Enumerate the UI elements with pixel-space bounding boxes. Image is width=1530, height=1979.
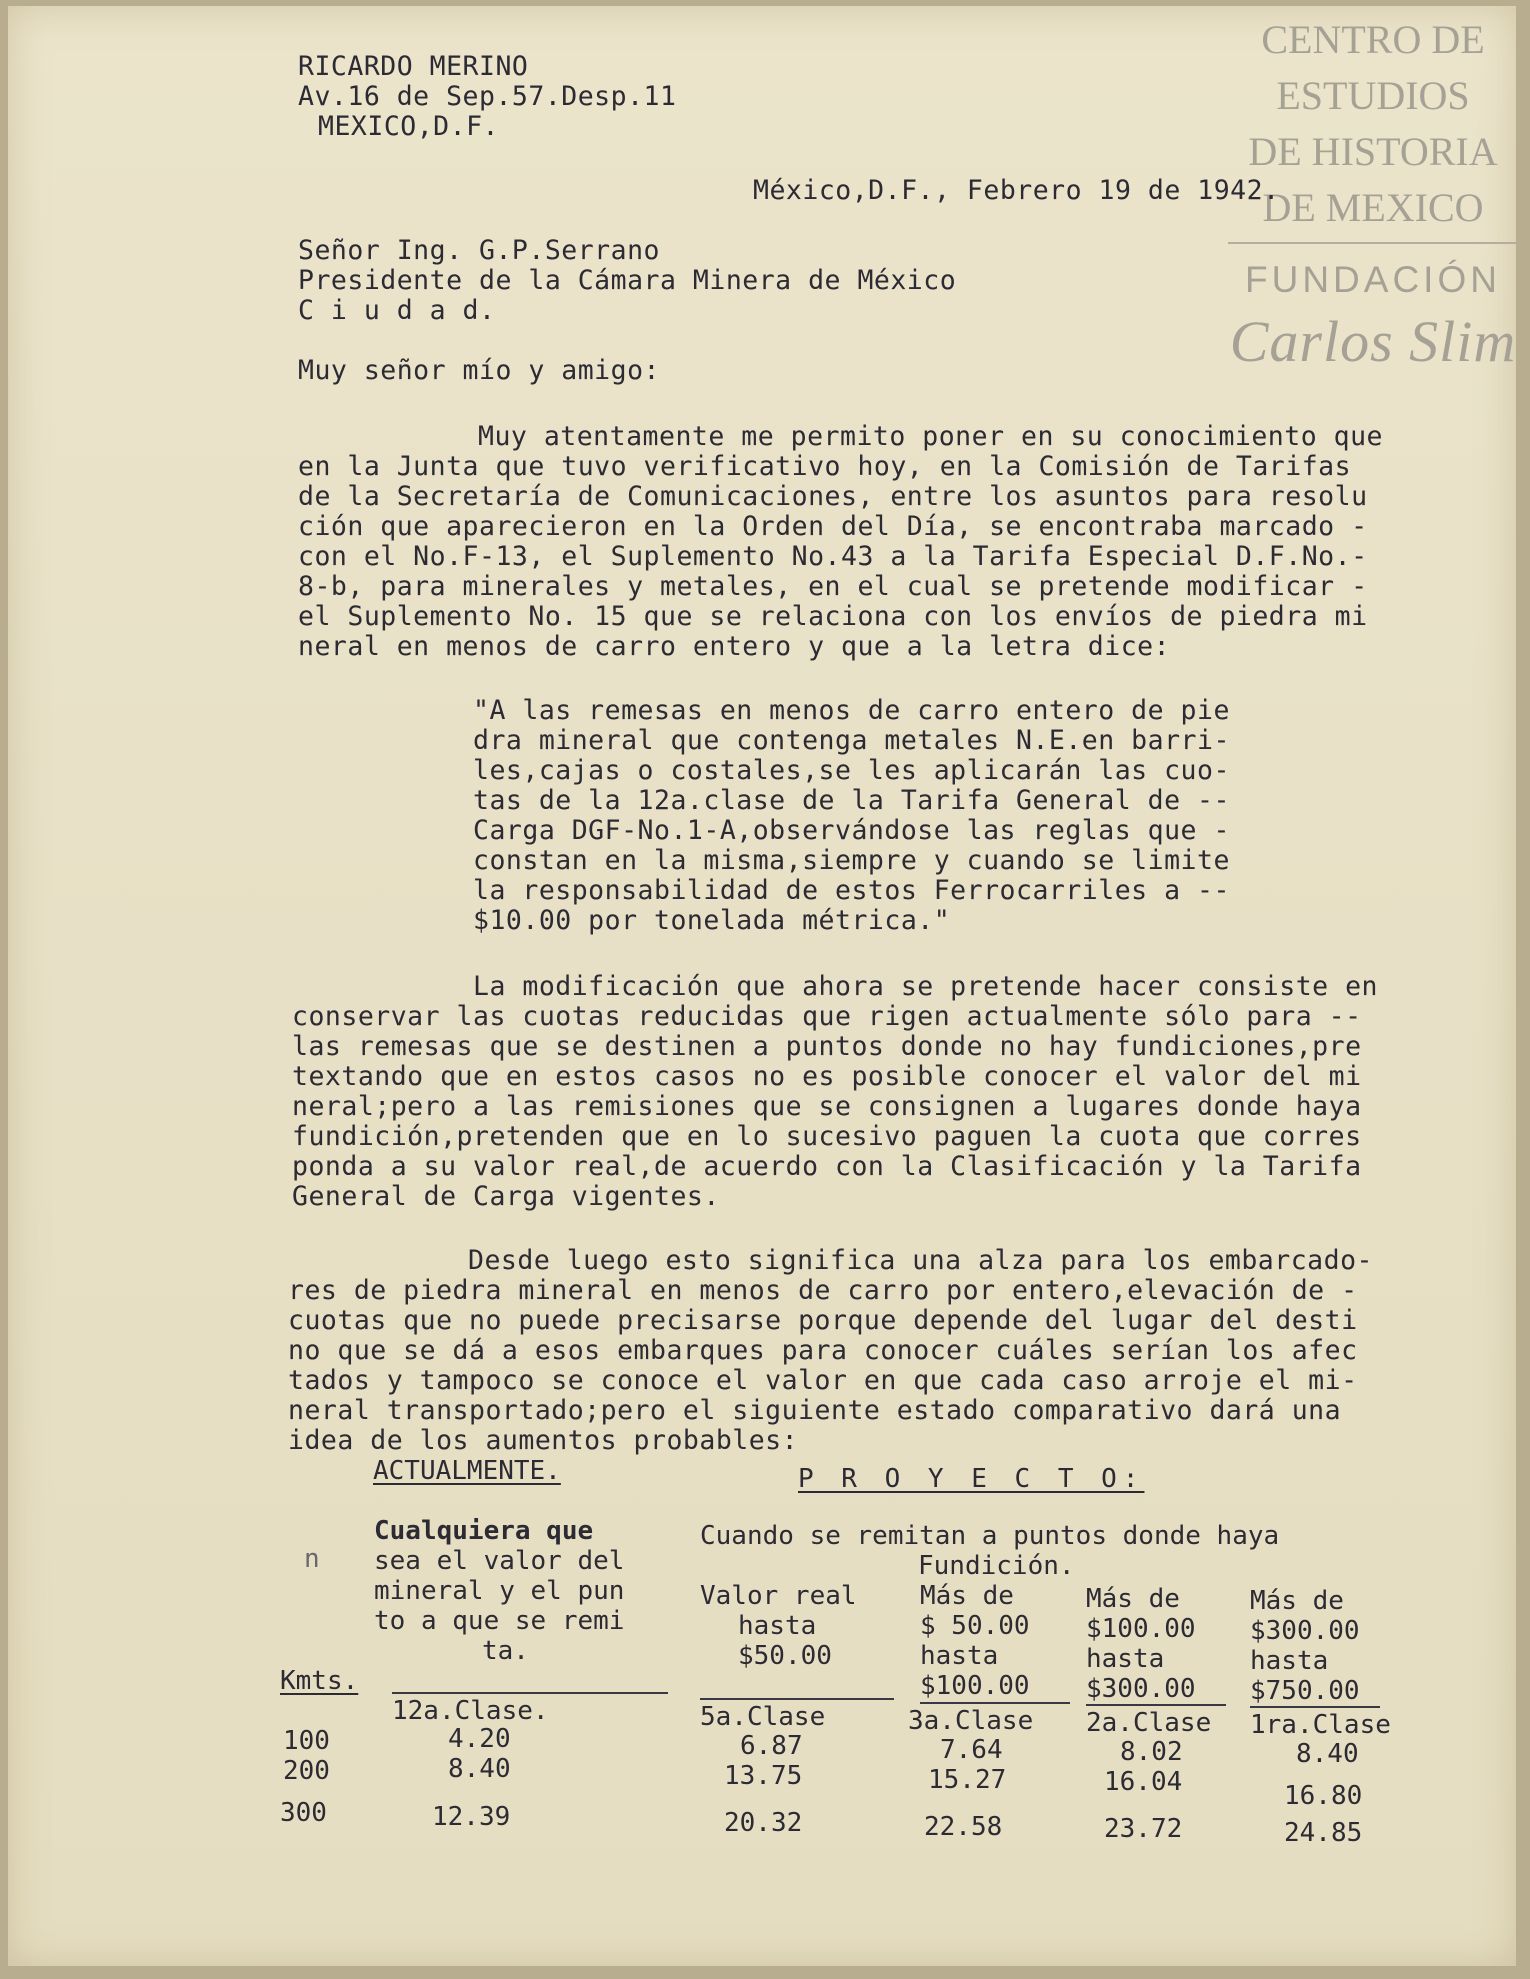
paragraph-2-line: fundición,pretenden que en lo sucesivo paguen la cuota que corres [292,1121,1362,1152]
paragraph-3-line: tados y tampoco se conoce el valor en que cada caso arroje el mi- [288,1365,1358,1396]
margin-mark: n [304,1544,320,1574]
class-label-1ra: 1ra.Clase [1250,1710,1391,1740]
paragraph-2-line: textando que en estos casos no es posible conocer el valor del mi [292,1061,1362,1092]
actual-desc-line: to a que se remi [374,1606,625,1636]
letter-date: México,D.F., Febrero 19 de 1942. [753,175,1280,206]
table-cell-value: 12.39 [432,1802,511,1832]
paragraph-3-line: neral transportado;pero el siguiente estado comparativo dará una [288,1395,1342,1426]
quote-line: "A las remesas en menos de carro entero de pie [473,695,1230,726]
table-cell-value: 6.87 [740,1731,803,1761]
quote-line: dra mineral que contenga metales N.E.en barri- [473,725,1230,756]
proyecto-desc-line: Cuando se remitan a puntos donde haya [700,1521,1280,1551]
kmts-label: Kmts. [280,1666,359,1696]
table-cell-value: 13.75 [724,1761,803,1791]
mas100-line: $100.00 [1086,1614,1196,1644]
quote-line: la responsabilidad de estos Ferrocarriles a -- [473,875,1230,906]
paragraph-1-line: 8-b, para minerales y metales, en el cual se pretende modificar - [298,571,1368,602]
table-cell-value: 8.40 [448,1754,511,1784]
table-cell-value: 24.85 [1284,1818,1363,1848]
paragraph-2-line: ponda a su valor real,de acuerdo con la Clasificación y la Tarifa [292,1151,1362,1182]
column-rule [920,1702,1070,1704]
header-actualmente: ACTUALMENTE. [373,1456,561,1486]
class-label-12a: 12a.Clase. [392,1696,549,1726]
letter-page [8,6,1516,1966]
table-cell-value: 7.64 [940,1735,1003,1765]
paragraph-3-line: cuotas que no puede precisarse porque depende del lugar del desti [288,1305,1358,1336]
class-label-3a: 3a.Clase [908,1706,1034,1736]
table-cell-value: 8.40 [1296,1739,1359,1769]
paragraph-2-line: neral;pero a las remisiones que se consignen a lugares donde haya [292,1091,1362,1122]
mas300-line: $750.00 [1250,1676,1360,1706]
paragraph-3-line: no que se dá a esos embarques para conocer cuáles serían los afec [288,1335,1358,1366]
mas50-line: $ 50.00 [920,1611,1030,1641]
table-row-km: 100 [283,1726,330,1756]
sender-address: Av.16 de Sep.57.Desp.11 [298,81,677,112]
sender-name: RICARDO MERINO [298,51,529,82]
stamp-fundacion: FUNDACIÓN [1245,259,1501,300]
table-cell-value: 8.02 [1120,1737,1183,1767]
mas50-line: hasta [920,1641,999,1671]
paragraph-1-line: ción que aparecieron en la Orden del Día, se encontraba marcado - [298,511,1368,542]
mas300-line: hasta [1250,1646,1329,1676]
recipient-line-1: Señor Ing. G.P.Serrano [298,235,660,266]
table-row-km: 200 [283,1756,330,1786]
valor-real-line: Valor real [700,1581,857,1611]
stamp-line-3: DE HISTORIA [1248,129,1498,174]
column-rule [700,1698,894,1700]
paragraph-3-line: Desde luego esto significa una alza para los embarcado- [468,1245,1373,1276]
header-proyecto: P R O Y E C T O: [798,1464,1145,1494]
table-cell-value: 4.20 [448,1724,511,1754]
recipient-line-2: Presidente de la Cámara Minera de México [298,265,957,296]
actual-desc-line: Cualquiera que [374,1516,594,1546]
mas100-line: $300.00 [1086,1674,1196,1704]
mas300-line: Más de [1250,1586,1344,1616]
paragraph-1-line: en la Junta que tuvo verificativo hoy, en la Comisión de Tarifas [298,451,1352,482]
table-cell-value: 16.04 [1104,1767,1183,1797]
quote-line: les,cajas o costales,se les aplicarán las cuo- [473,755,1230,786]
mas50-line: Más de [920,1581,1014,1611]
paragraph-2-line: conservar las cuotas reducidas que rigen actualmente sólo para -- [292,1001,1362,1032]
quote-line: tas de la 12a.clase de la Tarifa General de -- [473,785,1230,816]
sender-city: MEXICO,D.F. [318,111,499,142]
stamp-line-4: DE MEXICO [1262,185,1484,230]
mas100-line: Más de [1086,1584,1180,1614]
class-label-5a: 5a.Clase [700,1702,826,1732]
stamp-line-2: ESTUDIOS [1276,73,1470,118]
actual-desc-line: sea el valor del [374,1546,625,1576]
paragraph-1-line: Muy atentamente me permito poner en su conocimiento que [478,421,1383,452]
quote-line: Carga DGF-No.1-A,observándose las reglas que - [473,815,1230,846]
paragraph-3-line: idea de los aumentos probables: [288,1425,799,1456]
table-cell-value: 22.58 [924,1812,1003,1842]
paragraph-2-line: las remesas que se destinen a puntos donde no hay fundiciones,pre [292,1031,1362,1062]
valor-real-line: $50.00 [738,1641,832,1671]
paragraph-2-line: General de Carga vigentes. [292,1181,720,1212]
table-cell-value: 16.80 [1284,1781,1363,1811]
recipient-line-3: C i u d a d. [298,295,496,326]
table-cell-value: 15.27 [928,1765,1007,1795]
paragraph-1-line: neral en menos de carro entero y que a la letra dice: [298,631,1171,662]
column-rule [1086,1704,1226,1706]
proyecto-desc-line: Fundición. [918,1551,1075,1581]
class-label-2a: 2a.Clase [1086,1708,1212,1738]
quote-line: $10.00 por tonelada métrica." [473,905,951,936]
table-row-km: 300 [280,1798,327,1828]
column-rule [1250,1706,1380,1708]
mas300-line: $300.00 [1250,1616,1360,1646]
table-cell-value: 20.32 [724,1808,803,1838]
stamp-line-1: CENTRO DE [1261,17,1485,62]
stamp-divider [1228,242,1518,244]
mas100-line: hasta [1086,1644,1165,1674]
paragraph-3-line: res de piedra mineral en menos de carro por entero,elevación de - [288,1275,1358,1306]
mas50-line: $100.00 [920,1671,1030,1701]
table-cell-value: 23.72 [1104,1814,1183,1844]
quote-line: constan en la misma,siempre y cuando se limite [473,845,1230,876]
column-rule [392,1692,668,1694]
valor-real-line: hasta [738,1611,817,1641]
salutation: Muy señor mío y amigo: [298,355,660,386]
paragraph-2-line: La modificación que ahora se pretende hacer consiste en [473,971,1378,1002]
stamp-signature: Carlos Slim [1229,309,1517,374]
actual-desc-line: ta. [482,1636,529,1666]
paragraph-1-line: el Suplemento No. 15 que se relaciona con los envíos de piedra mi [298,601,1368,632]
paragraph-1-line: de la Secretaría de Comunicaciones, entre los asuntos para resolu [298,481,1368,512]
actual-desc-line: mineral y el pun [374,1576,625,1606]
paragraph-1-line: con el No.F-13, el Suplemento No.43 a la Tarifa Especial D.F.No.- [298,541,1368,572]
